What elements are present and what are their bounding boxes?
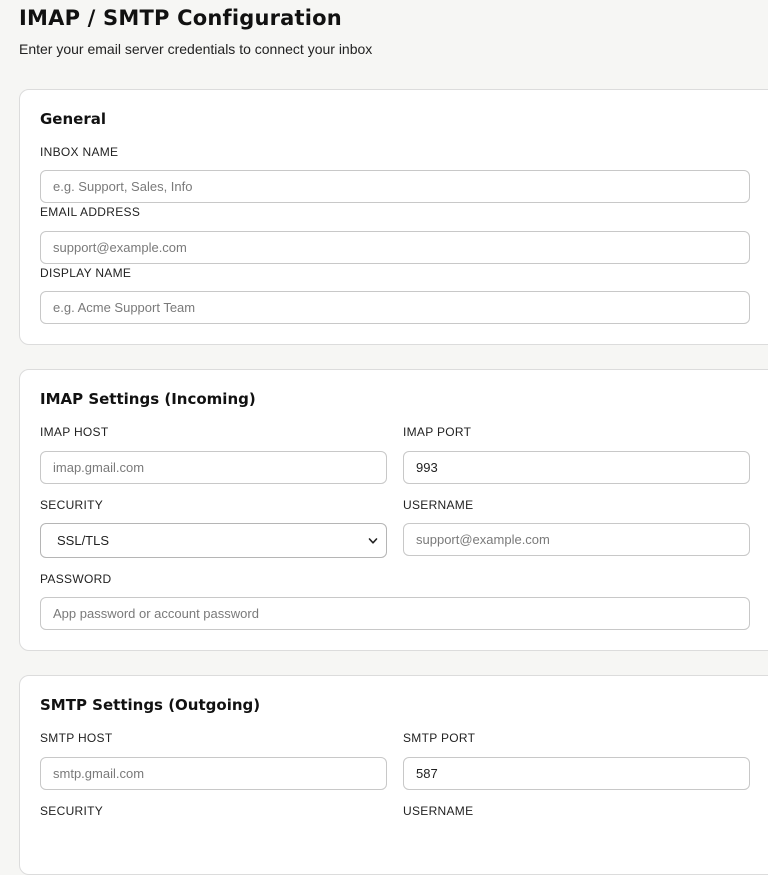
imap-settings-section	[19, 369, 768, 651]
imap-host-input[interactable]	[40, 451, 387, 484]
imap-security-select[interactable]	[40, 523, 387, 558]
imap-host-label: IMAP HOST	[40, 425, 109, 439]
smtp-settings-section	[19, 675, 768, 875]
imap-username-input[interactable]	[403, 523, 750, 556]
display-name-input[interactable]	[40, 291, 750, 324]
imap-password-label: PASSWORD	[40, 572, 112, 586]
smtp-port-label: SMTP PORT	[403, 731, 476, 745]
page-title: IMAP / SMTP Configuration	[19, 6, 342, 30]
smtp-port-input[interactable]	[403, 757, 750, 790]
imap-password-input[interactable]	[40, 597, 750, 630]
email-address-label: EMAIL ADDRESS	[40, 205, 141, 219]
general-section-title: General	[40, 110, 106, 128]
smtp-host-label: SMTP HOST	[40, 731, 113, 745]
smtp-username-label: USERNAME	[403, 804, 474, 818]
imap-port-label: IMAP PORT	[403, 425, 472, 439]
imap-security-label: SECURITY	[40, 498, 104, 512]
inbox-name-input[interactable]	[40, 170, 750, 203]
imap-username-label: USERNAME	[403, 498, 474, 512]
display-name-label: DISPLAY NAME	[40, 266, 132, 280]
email-address-input[interactable]	[40, 231, 750, 264]
imap-security-selected-value: SSL/TLS	[57, 533, 110, 548]
smtp-security-label: SECURITY	[40, 804, 104, 818]
general-section	[19, 89, 768, 345]
smtp-host-input[interactable]	[40, 757, 387, 790]
chevron-down-icon	[368, 536, 378, 546]
imap-port-input[interactable]	[403, 451, 750, 484]
smtp-section-title: SMTP Settings (Outgoing)	[40, 696, 261, 714]
page-subtitle: Enter your email server credentials to connect your inbox	[19, 41, 373, 57]
inbox-name-label: INBOX NAME	[40, 145, 119, 159]
imap-section-title: IMAP Settings (Incoming)	[40, 390, 256, 408]
